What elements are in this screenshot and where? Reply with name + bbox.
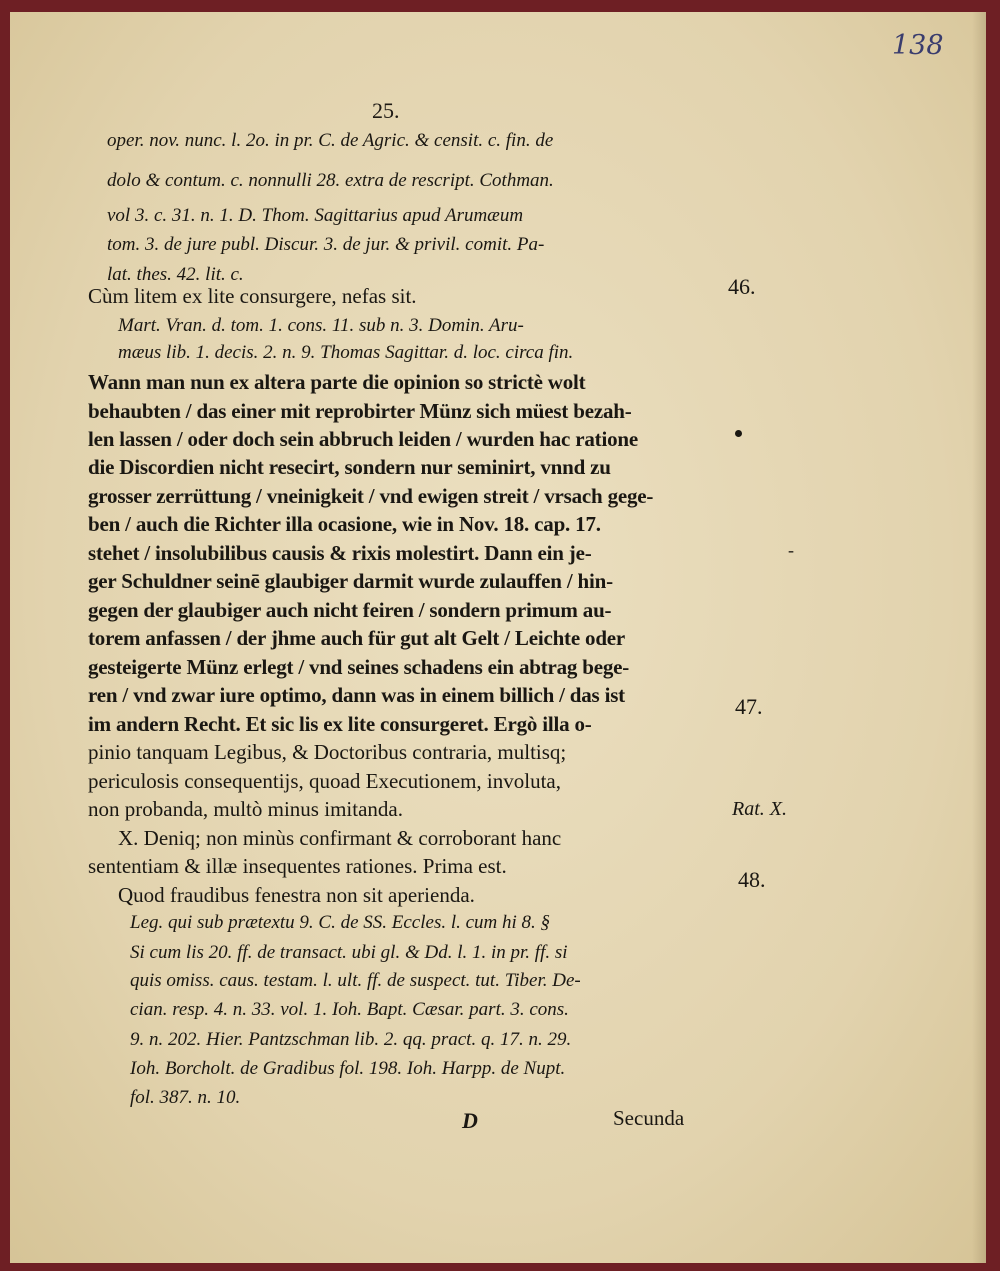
text-line: Mart. Vran. d. tom. 1. cons. 11. sub n. 3. Domin. Aru- <box>118 315 524 336</box>
folio-number: 138 <box>892 30 944 61</box>
text-line: lat. thes. 42. lit. c. <box>107 264 244 285</box>
text-line: 9. n. 202. Hier. Pantzschman lib. 2. qq. pract. q. 17. n. 29. <box>130 1029 572 1050</box>
text-line: die Discordien nicht resecirt, sondern nur seminirt, vnnd zu <box>88 455 611 479</box>
text-line: vol 3. c. 31. n. 1. D. Thom. Sagittarius apud Arumæum <box>107 205 524 226</box>
text-line: Cùm litem ex lite consurgere, nefas sit. <box>88 284 417 308</box>
text-line: X. Deniq; non minùs confirmant & corroborant hanc <box>118 826 562 850</box>
text-line: non probanda, multò minus imitanda. <box>88 797 403 821</box>
text-line: behaubten / das einer mit reprobirter Münz sich müest bezah- <box>88 399 632 423</box>
text-line: Ioh. Borcholt. de Gradibus fol. 198. Ioh. Harpp. de Nupt. <box>130 1058 566 1079</box>
text-line: quis omiss. caus. testam. l. ult. ff. de suspect. tut. Tiber. De- <box>130 970 581 991</box>
text-line: fol. 387. n. 10. <box>130 1087 241 1108</box>
text-line: gegen der glaubiger auch nicht feiren / sondern primum au- <box>88 598 612 622</box>
text-line: ren / vnd zwar iure optimo, dann was in einem billich / das ist <box>88 683 625 707</box>
margin-note: 46. <box>728 274 756 299</box>
page-edge-shadow <box>972 12 986 1263</box>
text-line: ger Schuldner seinē glaubiger darmit wurde zulauffen / hin- <box>88 569 613 593</box>
text-line: torem anfassen / der jhme auch für gut alt Gelt / Leichte oder <box>88 626 626 650</box>
text-line: Si cum lis 20. ff. de transact. ubi gl. & Dd. l. 1. in pr. ff. si <box>130 942 568 963</box>
page-number: 25. <box>372 98 400 123</box>
text-line: gesteigerte Münz erlegt / vnd seines schadens ein abtrag bege- <box>88 655 630 679</box>
text-line: grosser zerrüttung / vneinigkeit / vnd ewigen streit / vrsach gege- <box>88 484 654 508</box>
text-line: Leg. qui sub prætextu 9. C. de SS. Eccles. l. cum hi 8. § <box>130 912 551 933</box>
ink-dot <box>735 430 742 437</box>
document-page <box>10 12 986 1263</box>
text-line: ben / auch die Richter illa ocasione, wie in Nov. 18. cap. 17. <box>88 512 601 536</box>
text-line: mæus lib. 1. decis. 2. n. 9. Thomas Sagittar. d. loc. circa fin. <box>118 342 574 363</box>
text-line: pinio tanquam Legibus, & Doctoribus contraria, multisq; <box>88 740 567 764</box>
margin-note: 47. <box>735 694 763 719</box>
ink-mark: - <box>788 540 794 560</box>
text-line: Quod fraudibus fenestra non sit aperienda. <box>118 883 475 907</box>
text-line: im andern Recht. Et sic lis ex lite consurgeret. Ergò illa o- <box>88 712 592 736</box>
text-line: stehet / insolubilibus causis & rixis molestirt. Dann ein je- <box>88 541 592 565</box>
text-line: len lassen / oder doch sein abbruch leiden / wurden hac ratione <box>88 427 638 451</box>
text-line: periculosis consequentijs, quoad Executionem, involuta, <box>88 769 561 793</box>
margin-note: Rat. X. <box>732 798 787 820</box>
margin-note: 48. <box>738 867 766 892</box>
catchword: Secunda <box>613 1106 685 1130</box>
text-line: Wann man nun ex altera parte die opinion so strictè wolt <box>88 370 586 394</box>
text-line: dolo & contum. c. nonnulli 28. extra de rescript. Cothman. <box>107 170 554 191</box>
text-line: sententiam & illæ insequentes rationes. Prima est. <box>88 854 507 878</box>
text-line: oper. nov. nunc. l. 2o. in pr. C. de Agric. & censit. c. fin. de <box>107 130 554 151</box>
text-line: cian. resp. 4. n. 33. vol. 1. Ioh. Bapt. Cæsar. part. 3. cons. <box>130 999 569 1020</box>
text-line: tom. 3. de jure publ. Discur. 3. de jur. & privil. comit. Pa- <box>107 234 545 255</box>
signature-mark: D <box>462 1108 478 1133</box>
